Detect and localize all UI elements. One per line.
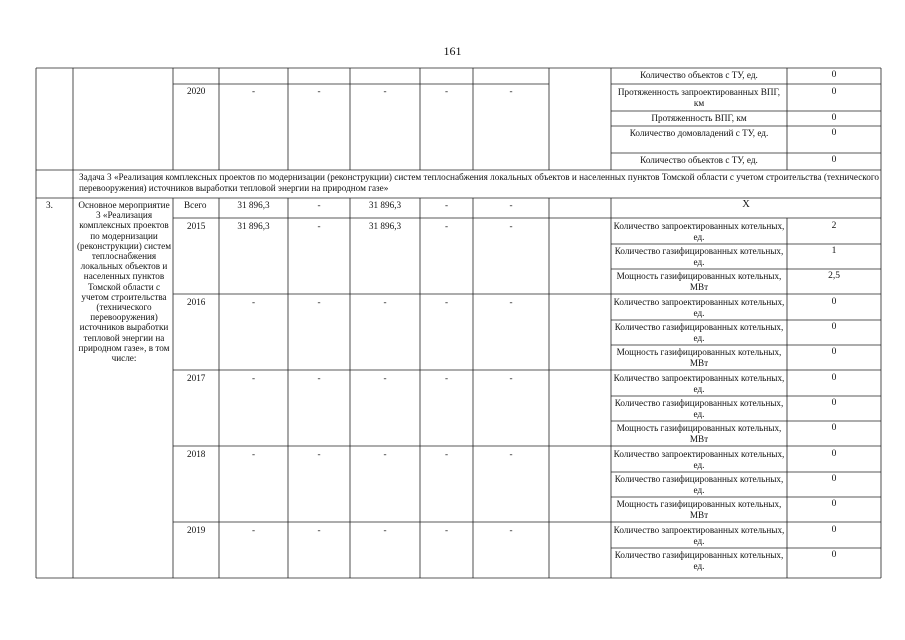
year-cell: 2017 [187,373,206,383]
value-cell: - [251,373,256,383]
indicator-label: Количество запроектированных котельных, ед. [613,525,785,546]
measure-number: 3. [46,200,53,210]
indicator-value: 0 [831,449,837,459]
year-cell: 2016 [187,297,206,307]
indicator-label: Количество газифицированных котельных, ед. [614,322,784,343]
indicator-label: Количество газифицированных котельных, ед. [614,246,784,267]
task-header: Задача 3 «Реализация комплексных проектов по модернизации (реконструкции) систем теплоснабжения локальных объектов и населенных пунктов Томской области с учетом строительства (технического перевооружения) источников выработки тепловой энергии на природном газе» [79,172,880,193]
indicator-value: 0 [831,525,837,535]
page-number: 161 [443,44,462,58]
total-value: - [317,200,321,210]
value-cell: - [251,297,256,307]
value-cell: - [444,86,449,96]
indicator-value: 0 [831,297,837,307]
indicator-label: Количество запроектированных котельных, ед. [613,221,785,242]
value-cell: - [251,449,256,459]
indicator-value: 1 [831,246,837,256]
value-cell: - [444,449,449,459]
indicator-value: 0 [831,87,837,97]
value-cell: - [251,525,256,535]
indicator-label: Мощность газифицированных котельных, МВт [616,271,782,292]
value-cell: - [317,221,321,231]
indicator-label: Количество объектов с ТУ, ед. [640,155,758,165]
total-indicator: Х [742,199,750,210]
value-cell: - [317,86,321,96]
value-cell: - [383,297,387,307]
indicator-label: Протяженность ВПГ, км [651,113,747,123]
indicator-label: Количество газифицированных котельных, ед. [614,550,784,571]
year-cell: 2020 [187,86,206,96]
value-cell: - [509,373,513,383]
value-cell: - [383,373,387,383]
indicator-label: Количество запроектированных котельных, ед. [613,373,785,394]
indicator-label: Количество домовладений с ТУ, ед. [629,128,769,138]
value-cell: 31 896,3 [237,221,270,231]
indicator-value: 0 [831,474,837,484]
year-cell: 2019 [187,525,206,535]
value-cell: - [383,525,387,535]
value-cell: - [509,525,513,535]
year-cell: 2018 [187,449,206,459]
value-cell: - [383,449,387,459]
value-cell: - [509,221,513,231]
value-cell: - [251,86,256,96]
indicator-value: 0 [831,347,837,357]
value-cell: - [317,525,321,535]
value-cell: - [383,86,387,96]
indicator-label: Количество запроектированных котельных, ед. [613,449,785,470]
measure-name: Основное мероприятие 3 «Реализация комплексных проектов по модернизации (реконструкции) систем теплоснабжения локальных объектов и населенных пунктов Томской области с учетом строительства (технического перевооружения) источников выработки тепловой энергии на природном газе», в том числе: [76,200,172,364]
indicator-label: Количество газифицированных котельных, ед. [614,474,784,495]
indicator-value: 0 [831,113,837,123]
indicator-value: 2,5 [828,271,840,281]
value-cell: - [509,449,513,459]
indicator-value: 0 [831,499,837,509]
indicator-value: 0 [831,398,837,408]
value-cell: 31 896,3 [368,221,402,231]
value-cell: - [444,221,449,231]
indicator-label: Количество газифицированных котельных, ед. [614,398,784,419]
indicator-value: 0 [831,155,837,165]
indicator-value: 2 [831,221,837,231]
indicator-value: 0 [831,128,837,138]
value-cell: - [444,525,449,535]
total-value: 31 896,3 [368,200,402,210]
value-cell: - [444,373,449,383]
total-label: Всего [184,200,207,210]
indicator-label: Количество объектов с ТУ, ед. [640,70,758,80]
indicator-label: Мощность газифицированных котельных, МВт [616,347,782,368]
value-cell: - [509,86,513,96]
indicator-label: Количество запроектированных котельных, ед. [613,297,785,318]
value-cell: - [317,373,321,383]
indicator-value: 0 [831,550,837,560]
indicator-value: 0 [831,373,837,383]
indicator-value: 0 [831,322,837,332]
indicator-label: Мощность газифицированных котельных, МВт [616,423,782,444]
indicator-label: Протяженность запроектированных ВПГ, км [617,87,781,108]
total-value: - [509,200,513,210]
value-cell: - [509,297,513,307]
total-value: - [444,200,449,210]
indicator-value: 0 [831,423,837,433]
indicator-label: Мощность газифицированных котельных, МВт [616,499,782,520]
year-cell: 2015 [187,221,206,231]
value-cell: - [444,297,449,307]
value-cell: - [317,449,321,459]
indicator-value: 0 [831,70,837,80]
value-cell: - [317,297,321,307]
total-value: 31 896,3 [237,200,270,210]
